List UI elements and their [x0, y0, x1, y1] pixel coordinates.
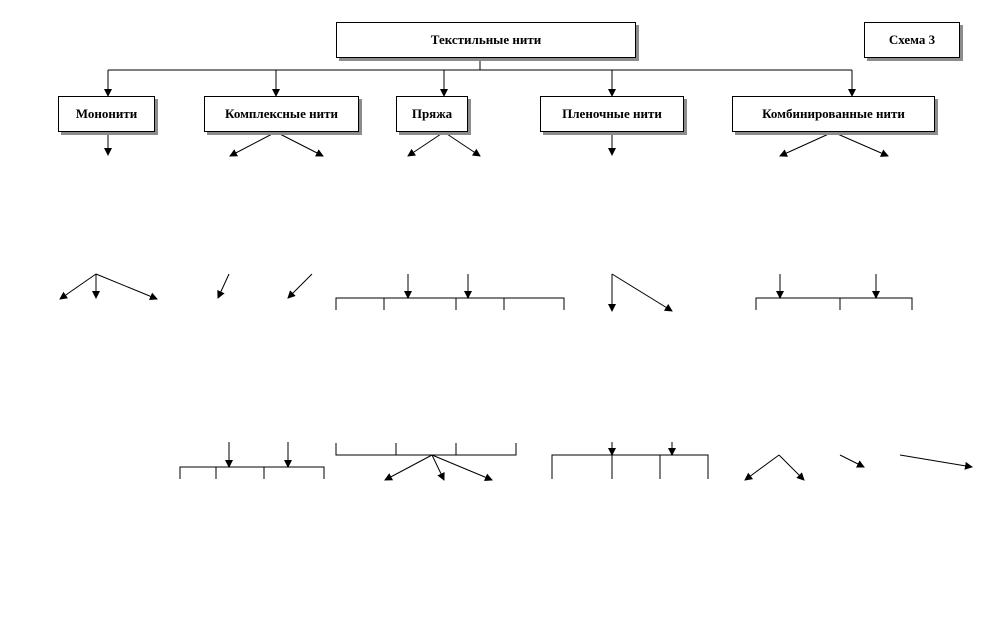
root-node: [336, 22, 636, 58]
arrow-kompleksnye-left: [230, 132, 276, 156]
arrow-r2-diag-1: [218, 274, 229, 298]
root-node-label: Текстильные нити: [430, 32, 542, 47]
scheme-label: Схема 3: [888, 32, 936, 47]
arrow-r2-diag-2: [288, 274, 312, 298]
row2-connectors: [60, 274, 912, 311]
bracket-r3-mid-top: [336, 443, 516, 455]
bracket-r2-pryazha: [336, 298, 564, 310]
arrow-kombinirovannye-left: [780, 132, 833, 156]
arrow-r3-komb-right: [779, 455, 804, 480]
node-kompleksnye-niti-label: Комплексные нити: [225, 106, 338, 121]
node-pryazha-label: Пряжа: [411, 106, 453, 121]
arrow-kompleksnye-right: [276, 132, 323, 156]
node-kombinirovannye-niti-label: Комбинированные нити: [762, 106, 905, 121]
arrow-r3-mid-right: [432, 455, 492, 480]
arrow-r2-fan-left: [60, 274, 96, 299]
root-bus: [108, 58, 852, 96]
arrow-r2-plenochnye-diag: [612, 274, 672, 311]
node-kombinirovannye-niti: [732, 96, 935, 132]
category-sub-arrows: [108, 132, 888, 156]
node-mononiti-label: Мононити: [75, 106, 138, 121]
node-plenochnye-niti: [540, 96, 684, 132]
node-kompleksnye-niti: [204, 96, 359, 132]
scheme-label-box: [864, 22, 960, 58]
arrow-r2-fan-right: [96, 274, 157, 299]
arrow-r3-komb-left: [745, 455, 779, 480]
arrow-kombinirovannye-right: [833, 132, 888, 156]
arrow-r3-long-diag: [900, 455, 972, 467]
bracket-r3-plenochnye: [552, 455, 708, 479]
arrow-pryazha-right: [444, 132, 480, 156]
bracket-r2-komb: [756, 298, 912, 310]
arrow-pryazha-left: [408, 132, 444, 156]
node-plenochnye-niti-label: Пленочные нити: [562, 106, 662, 121]
bracket-r3-left: [180, 467, 324, 479]
arrow-r3-short-diag: [840, 455, 864, 467]
node-mononiti: [58, 96, 155, 132]
arrow-r3-mid-left: [385, 455, 432, 480]
node-pryazha: [396, 96, 468, 132]
row3-connectors: [180, 442, 972, 480]
